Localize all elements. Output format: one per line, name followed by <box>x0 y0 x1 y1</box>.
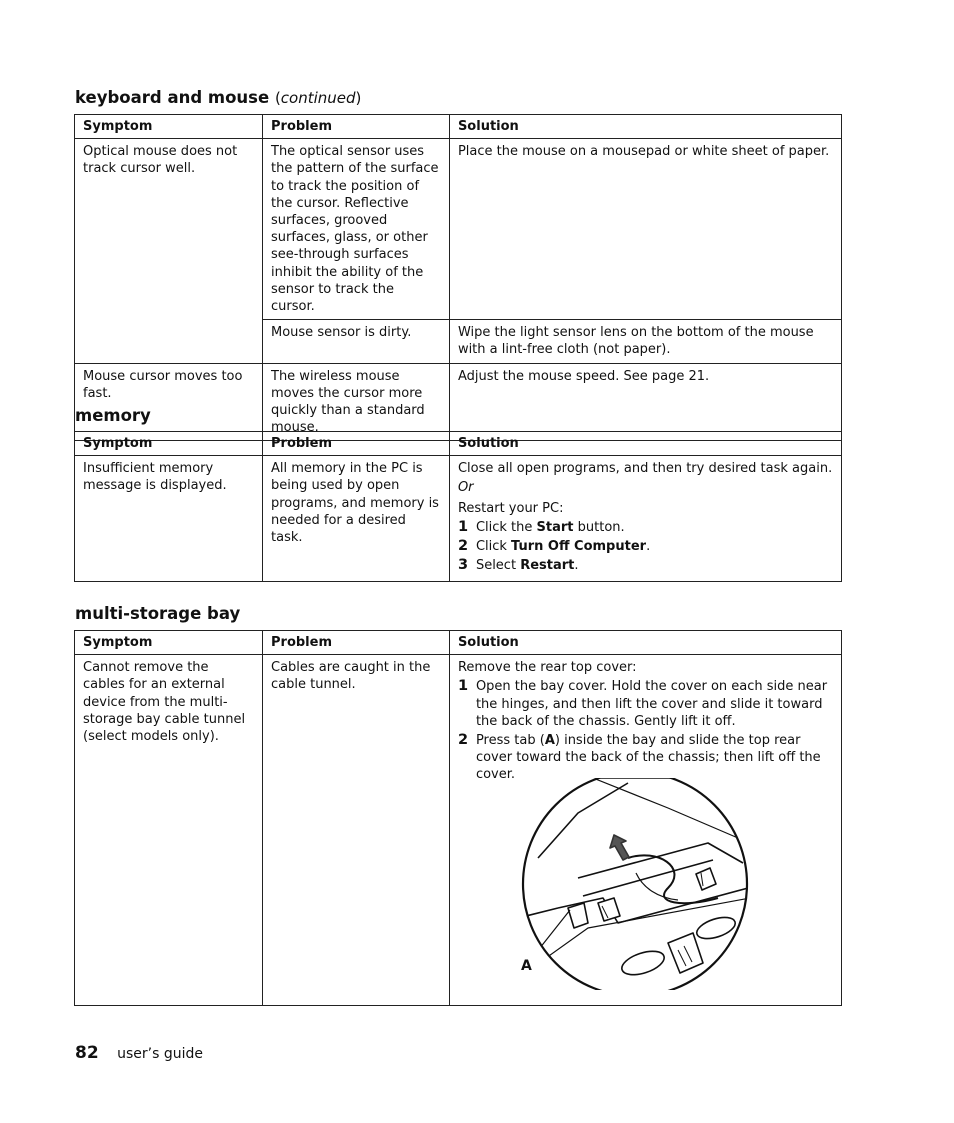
step-number: 1 <box>457 518 469 535</box>
header-solution: Solution <box>449 432 841 456</box>
solution-intro: Remove the rear top cover: <box>457 660 637 676</box>
page-footer <box>75 1043 203 1063</box>
problem-cell: All memory in the PC is being used by open programs, and memory is needed for a desired task. <box>263 456 450 582</box>
step-3: 3 Select Restart. <box>457 557 579 574</box>
step-2: 2 Click Turn Off Computer. <box>457 538 651 555</box>
solution-intro: Close all open programs, and then try desired task again. <box>457 461 833 477</box>
section-title-multi-storage-bay: multi-storage bay <box>75 604 241 623</box>
problem-cell: Cables are caught in the cable tunnel. <box>263 655 450 1006</box>
symptom-cell: Cannot remove the cables for an external device from the multi-storage bay cable tunnel (select models only). <box>75 655 263 1006</box>
continued-label: continued <box>280 89 356 107</box>
bay-cover-illustration <box>518 778 750 990</box>
keyboard-title: keyboard and mouse <box>75 88 270 107</box>
problem-cell: The wireless mouse moves the cursor more quickly than a standard mouse. <box>263 363 450 441</box>
tab-a-label: A <box>544 733 555 749</box>
table-header-row <box>75 631 842 655</box>
step-number: 1 <box>457 678 469 695</box>
memory-table <box>74 431 842 582</box>
restart-option-label: Restart <box>520 558 575 574</box>
keyboard-mouse-table <box>74 114 842 441</box>
solution-cell: Adjust the mouse speed. See page 21. <box>449 363 841 441</box>
symptom-cell: Mouse cursor moves too fast. <box>75 363 263 441</box>
turn-off-label: Turn Off Computer <box>511 539 647 555</box>
step-number: 2 <box>457 538 469 555</box>
solution-cell <box>449 456 841 582</box>
symptom-cell: Optical mouse does not track cursor well. <box>75 139 263 363</box>
header-solution: Solution <box>449 631 841 655</box>
problem-cell: The optical sensor uses the pattern of the surface to track the position of the cursor. Reflective surfaces, grooved surfaces, glass, or other see-through surfaces inhibit the ability of the sensor to track the cursor. <box>263 139 450 320</box>
header-solution: Solution <box>449 115 841 139</box>
solution-cell: Wipe the light sensor lens on the bottom of the mouse with a lint-free cloth (not paper). <box>449 320 841 363</box>
table-row <box>75 363 842 441</box>
step-1 <box>458 678 833 730</box>
header-problem: Problem <box>263 432 450 456</box>
header-symptom: Symptom <box>75 631 263 655</box>
symptom-cell: Insufficient memory message is displayed. <box>75 456 263 582</box>
table-row <box>75 139 842 320</box>
header-problem: Problem <box>263 631 450 655</box>
footer-text: user’s guide <box>117 1046 204 1062</box>
restart-label: Restart your PC: <box>457 500 564 516</box>
table-header-row <box>75 115 842 139</box>
section-title-keyboard-mouse: keyboard and mouse (continued) <box>75 88 362 107</box>
problem-cell: Mouse sensor is dirty. <box>263 320 450 363</box>
page-number: 82 <box>75 1043 99 1063</box>
step-number: 2 <box>457 732 469 749</box>
solution-cell: Place the mouse on a mousepad or white sheet of paper. <box>449 139 841 320</box>
section-title-memory: memory <box>75 406 151 425</box>
figure-label-a: A <box>521 958 532 974</box>
table-header-row <box>75 432 842 456</box>
step-number: 3 <box>457 557 469 574</box>
table-row <box>75 456 842 582</box>
header-symptom: Symptom <box>75 115 263 139</box>
step-1: 1 Click the Start button. <box>457 518 625 535</box>
step-2: 2 Press tab (A) inside the bay and slide the top rear cover toward the back of the chassis; then lift off the cover. <box>457 732 821 783</box>
header-problem: Problem <box>263 115 450 139</box>
start-label: Start <box>536 519 574 535</box>
or-label: Or <box>457 480 474 496</box>
step-text: Open the bay cover. Hold the cover on each side near the hinges, and then lift the cover and slide it toward the back of the chassis. Gently lift it off. <box>475 679 828 729</box>
header-symptom: Symptom <box>75 432 263 456</box>
